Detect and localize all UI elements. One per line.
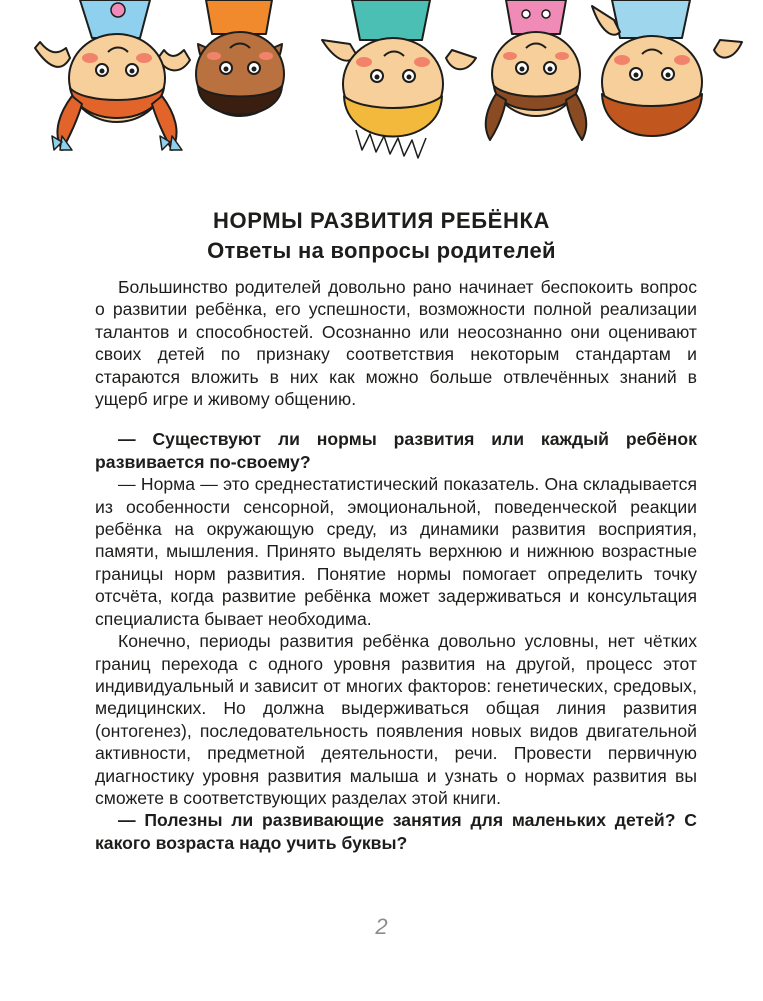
question-1: — Существуют ли нормы развития или каждый ребёнок развивается по-своему?	[95, 429, 697, 472]
answer-1: — Норма — это среднестатистический показатель. Она складывается из особенности сенсорной, эмоциональной, поведенческой реакции ребёнка на окружающую среду, из динамики развития восприятия, памяти, мышления. Принято выделять верхнюю и нижнюю возрастные границы норм развития. Понятие нормы помогает определить точку отсчёта, когда развитие ребёнка может задерживаться и консультация специалиста бывает необходима.	[95, 474, 697, 629]
boy-curly-hair	[196, 0, 284, 116]
page-subtitle: Ответы на вопросы родителей	[207, 238, 556, 263]
children-illustration	[0, 0, 763, 172]
page-title: НОРМЫ РАЗВИТИЯ РЕБЁНКА	[213, 208, 550, 233]
girl-pink-top	[486, 0, 587, 140]
page-heading	[0, 206, 763, 266]
answer-1-continued: Конечно, периоды развития ребёнка довольно условны, нет чётких границ перехода с одного уровня развития на другой, процесс этот индивидуальный и зависит от многих факторов: генетических, средовых, медицинских. Но должна выдерживаться общая линия развития (онтогенез), последовательность появления новых видов двигательной активности, предметной деятельности, речи. Провести первичную диагностику уровня развития малыша и узнать о нормах развития вы сможете в соответствующих разделах этой книги.	[95, 631, 697, 808]
girl-brown-hair	[592, 0, 742, 136]
boy-blonde-hair	[322, 0, 476, 158]
question-2: — Полезны ли развивающие занятия для маленьких детей? С какого возраста надо учить буквы?	[95, 810, 697, 853]
page-number: 2	[375, 914, 388, 939]
girl-red-pigtails	[35, 0, 190, 150]
intro-paragraph: Большинство родителей довольно рано начинает беспокоить вопрос о развитии ребёнка, его успешности, возможности полной реализации талантов и способностей. Осознанно или неосознанно они оценивают своих детей по признаку соответствия некоторым стандартам и стараются вложить в них как можно больше отвлечённых знаний в ущерб игре и живому общению.	[95, 277, 697, 410]
article-body	[95, 276, 697, 854]
